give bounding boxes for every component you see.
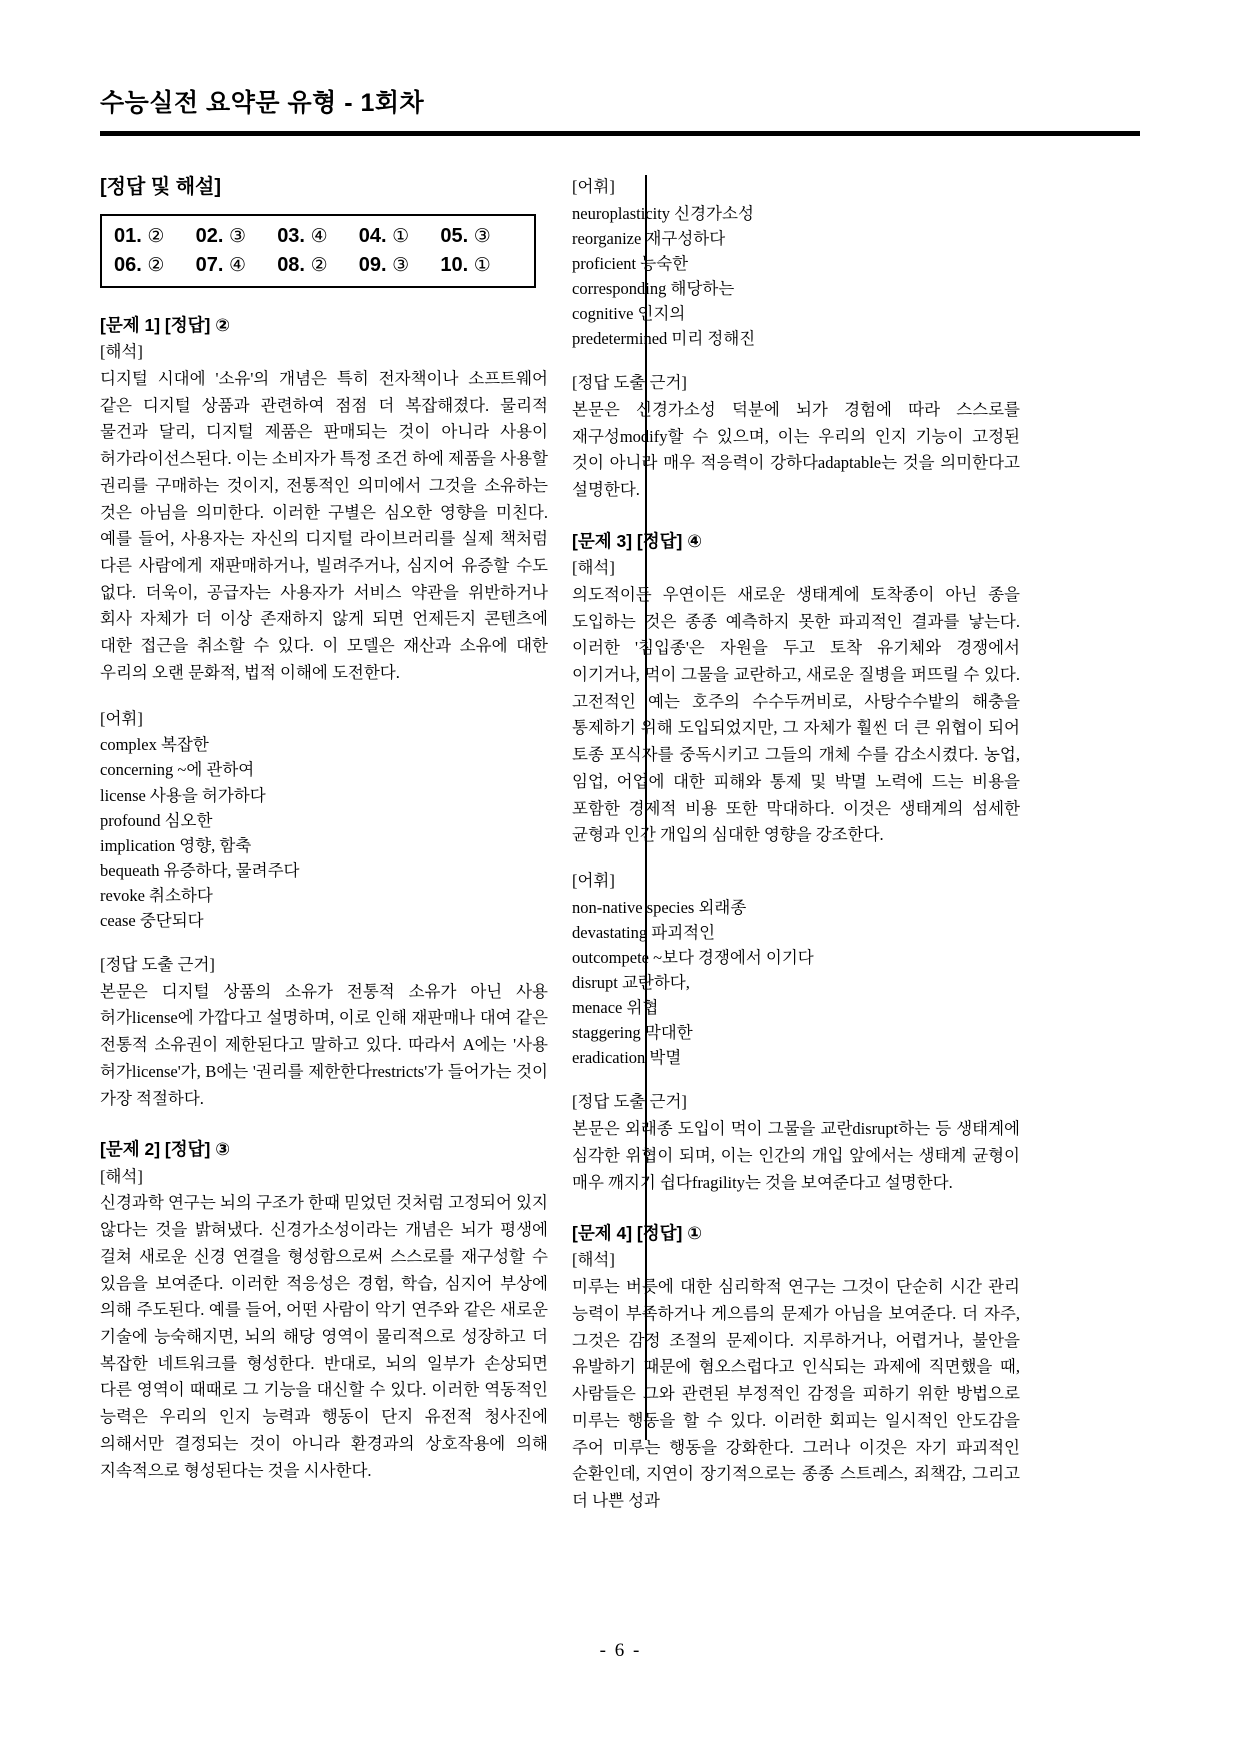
answer-choice: ③	[473, 226, 491, 247]
vocabulary-entry: concerning ~에 관하여	[100, 760, 255, 780]
page-number: - 6 -	[599, 1640, 642, 1661]
page-title: 수능실전 요약문 유형 - 1회차	[100, 89, 425, 117]
question-4-heading: [문제 4] [정답] ①	[572, 1223, 703, 1244]
question-3-heading: [문제 3] [정답] ④	[572, 530, 703, 551]
vocabulary-label: [어휘]	[572, 871, 615, 891]
rationale-label: [정답 도출 근거]	[100, 955, 215, 974]
right-column	[572, 175, 1020, 1560]
left-column	[100, 175, 548, 1560]
answer-number: 01.	[114, 225, 142, 247]
answer-choice: ①	[473, 255, 491, 276]
spacer	[572, 849, 1020, 869]
answer-key-row	[102, 251, 534, 280]
question-1-rationale: 본문은 디지털 상품의 소유가 전통적 소유가 아닌 사용 허가license에 가깝다고 설명하며, 이로 인해 재판매나 대여 같은 전통적 소유권이 제한된다고 말하고 있다. 따라서 A에는 '사용 허가license'가, B에는 '권리를 제한한다restricts'가 들어가는 것이 가장 적절하다.	[100, 981, 548, 1108]
vocabulary-entry: cease 중단되다	[100, 910, 204, 930]
spacer	[572, 1196, 1020, 1220]
vocabulary-label: [어휘]	[572, 177, 615, 196]
header-divider-rule	[100, 131, 1140, 136]
answer-number: 06.	[114, 254, 142, 276]
answer-number: 07.	[195, 254, 224, 276]
question-1-vocabulary	[100, 732, 548, 933]
answer-key-label: [정답 및 해설]	[100, 176, 222, 198]
answer-choice: ③	[392, 255, 410, 276]
vocabulary-entry: license 사용을 허가하다	[100, 785, 266, 805]
question-4-interpretation: 미루는 버릇에 대한 심리학적 연구는 그것이 단순히 시간 관리 능력이 부족하거나 게으름의 문제가 아님을 보여준다. 더 자주, 그것은 감정 조절의 문제이다. 지루하거나, 어렵거나, 불안을 유발하기 때문에 혐오스럽다고 인식되는 과제에 직면했을 때, 사람들은 그와 관련된 부정적인 감정을 피하기 위한 방법으로 미루는 행동을 할 수 있다. 이러한 회피는 일시적인 안도감을 주어 미루는 행동을 강화한다. 그러나 이것은 자기 파괴적인 순환인데, 지연이 장기적으로는 종종 스트레스, 죄책감, 그리고 더 나쁜 성과	[572, 1277, 1020, 1510]
page-footer	[0, 1640, 1241, 1662]
vocabulary-entry: proficient 능숙한	[572, 253, 689, 273]
answer-number: 02.	[195, 225, 224, 247]
answer-choice: ③	[228, 226, 247, 247]
question-2-vocabulary	[572, 201, 1020, 351]
spacer	[100, 1112, 548, 1136]
vocabulary-entry: corresponding 해당하는	[572, 278, 735, 298]
vocabulary-entry: reorganize 재구성하다	[572, 228, 726, 248]
question-2-interpretation: 신경과학 연구는 뇌의 구조가 한때 믿었던 것처럼 고정되어 있지 않다는 것을 밝혀냈다. 신경가소성이라는 개념은 뇌가 평생에 걸쳐 새로운 신경 연결을 형성함으로써 스스로를 재구성할 수 있음을 보여준다. 이러한 적응성은 경험, 학습, 심지어 부상에 의해 주도된다. 예를 들어, 어떤 사람이 악기 연주와 같은 새로운 기술에 능숙해지면, 뇌의 해당 영역이 물리적으로 성장하고 더 복잡한 네트워크를 형성한다. 반대로, 뇌의 일부가 손상되면 다른 영역이 때때로 그 기능을 대신할 수 있다. 이러한 역동적인 능력은 우리의 인지 능력과 행동이 단지 유전적 청사진에 의해서만 결정되는 것이 아니라 환경과의 상호작용에 의해 지속적으로 형성된다는 것을 시사한다.	[100, 1193, 548, 1480]
rationale-label: [정답 도출 근거]	[572, 1092, 687, 1112]
vocabulary-entry: staggering 막대한	[572, 1023, 693, 1043]
answer-key-box	[100, 214, 536, 288]
vocabulary-entry: profound 심오한	[100, 810, 213, 830]
answer-cell	[359, 251, 441, 280]
interpretation-label: [해석]	[100, 1166, 143, 1186]
interpretation-label: [해석]	[100, 342, 143, 362]
answer-number: 10.	[440, 254, 469, 276]
vocabulary-entry: bequeath 유증하다, 물려주다	[100, 860, 300, 880]
interpretation-label: [해석]	[572, 558, 615, 578]
vocabulary-entry: outcompete ~보다 경쟁에서 이기다	[572, 947, 814, 967]
answer-cell	[277, 222, 359, 251]
vocabulary-entry: cognitive 인지의	[572, 304, 686, 324]
answer-choice: ②	[147, 226, 165, 247]
answer-cell	[196, 251, 278, 280]
vocabulary-entry: predetermined 미리 정해진	[572, 329, 756, 349]
spacer	[100, 933, 548, 953]
vocabulary-entry: neuroplasticity 신경가소성	[572, 203, 754, 223]
question-1-interpretation: 디지털 시대에 '소유'의 개념은 특히 전자책이나 소프트웨어 같은 디지털 상품과 관련하여 점점 더 복잡해졌다. 물리적 물건과 달리, 디지털 제품은 판매되는 것이 아니라 사용이 허가라이선스된다. 이는 소비자가 특정 조건 하에 제품을 사용할 권리를 구매하는 것이지, 전통적인 의미에서 그것을 소유하는 것은 아님을 의미한다. 이러한 구별은 심오한 영향을 미친다. 예를 들어, 사용자는 자신의 디지털 라이브러리를 실제 책처럼 다른 사람에게 재판매하거나, 빌려주거나, 심지어 유증할 수도 없다. 더욱이, 공급자는 사용자가 서비스 약관을 위반하거나 회사 자체가 더 이상 존재하지 않게 되면 언제든지 콘텐츠에 대한 접근을 취소할 수 있다. 이 모델은 재산과 소유에 대한 우리의 오랜 문화적, 법적 이해에 도전한다.	[100, 369, 548, 682]
question-3-vocabulary	[572, 895, 1020, 1071]
question-2-heading: [문제 2] [정답] ③	[100, 1139, 231, 1160]
answer-choice: ①	[392, 226, 410, 247]
answer-key-row	[102, 222, 534, 251]
answer-cell	[196, 222, 278, 251]
answer-cell	[277, 251, 359, 280]
answer-choice: ④	[310, 226, 328, 247]
vocabulary-label: [어휘]	[100, 708, 143, 728]
vocabulary-entry: menace 위협	[572, 998, 659, 1018]
answer-number: 03.	[277, 225, 305, 247]
spacer	[572, 504, 1020, 528]
page-header	[100, 88, 1140, 118]
question-3-interpretation: 의도적이든 우연이든 새로운 생태계에 토착종이 아닌 종을 도입하는 것은 종종 예측하지 못한 파괴적인 결과를 낳는다. 이러한 '침입종'은 자원을 두고 토착 유기체와 경쟁에서 이기거나, 먹이 그물을 교란하고, 새로운 질병을 퍼뜨릴 수 있다. 고전적인 예는 호주의 수수두꺼비로, 사탕수수밭의 해충을 통제하기 위해 도입되었지만, 그 자체가 훨씬 더 큰 위협이 되어 토종 포식자를 중독시키고 그들의 개체 수를 감소시켰다. 농업, 임업, 어업에 대한 피해와 통제 및 박멸 노력에 드는 비용을 포함한 경제적 비용 또한 막대하다. 이것은 생태계의 섬세한 균형과 인간 개입의 심대한 영향을 강조한다.	[572, 584, 1020, 845]
vocabulary-entry: implication 영향, 함축	[100, 835, 252, 855]
rationale-label: [정답 도출 근거]	[572, 373, 687, 393]
content-columns	[100, 175, 1142, 1560]
question-3-rationale: 본문은 외래종 도입이 먹이 그물을 교란disrupt하는 등 생태계에 심각한 위협이 되며, 이는 인간의 개입 앞에서는 생태계 균형이 매우 깨지기 쉽다fragility는 것을 보여준다고 설명한다.	[572, 1119, 1020, 1192]
answer-number: 05.	[440, 225, 469, 247]
vocabulary-entry: complex 복잡한	[100, 735, 209, 755]
spacer	[572, 1070, 1020, 1090]
vocabulary-entry: devastating 파괴적인	[572, 922, 716, 942]
interpretation-label: [해석]	[572, 1250, 615, 1270]
spacer	[100, 288, 548, 312]
question-1-heading: [문제 1] [정답] ②	[100, 315, 231, 335]
vocabulary-entry: non-native species 외래종	[572, 897, 747, 917]
answer-cell	[114, 251, 196, 280]
vocabulary-entry: eradication 박멸	[572, 1048, 682, 1068]
answer-number: 09.	[358, 254, 387, 276]
answer-cell	[440, 251, 522, 280]
vocabulary-entry: revoke 취소하다	[100, 885, 213, 905]
answer-cell	[359, 222, 441, 251]
answer-choice: ②	[310, 255, 328, 276]
spacer	[572, 351, 1020, 371]
answer-cell	[114, 222, 196, 251]
answer-choice: ④	[228, 255, 247, 276]
vocabulary-entry: disrupt 교란하다,	[572, 973, 690, 993]
answer-choice: ②	[147, 255, 165, 276]
spacer	[100, 687, 548, 707]
answer-cell	[440, 222, 522, 251]
answer-number: 08.	[277, 254, 305, 276]
answer-number: 04.	[358, 225, 387, 247]
question-2-rationale: 본문은 신경가소성 덕분에 뇌가 경험에 따라 스스로를 재구성modify할 수 있으며, 이는 우리의 인지 기능이 고정된 것이 아니라 매우 적응력이 강하다adaptable는 것을 의미한다고 설명한다.	[572, 399, 1020, 500]
